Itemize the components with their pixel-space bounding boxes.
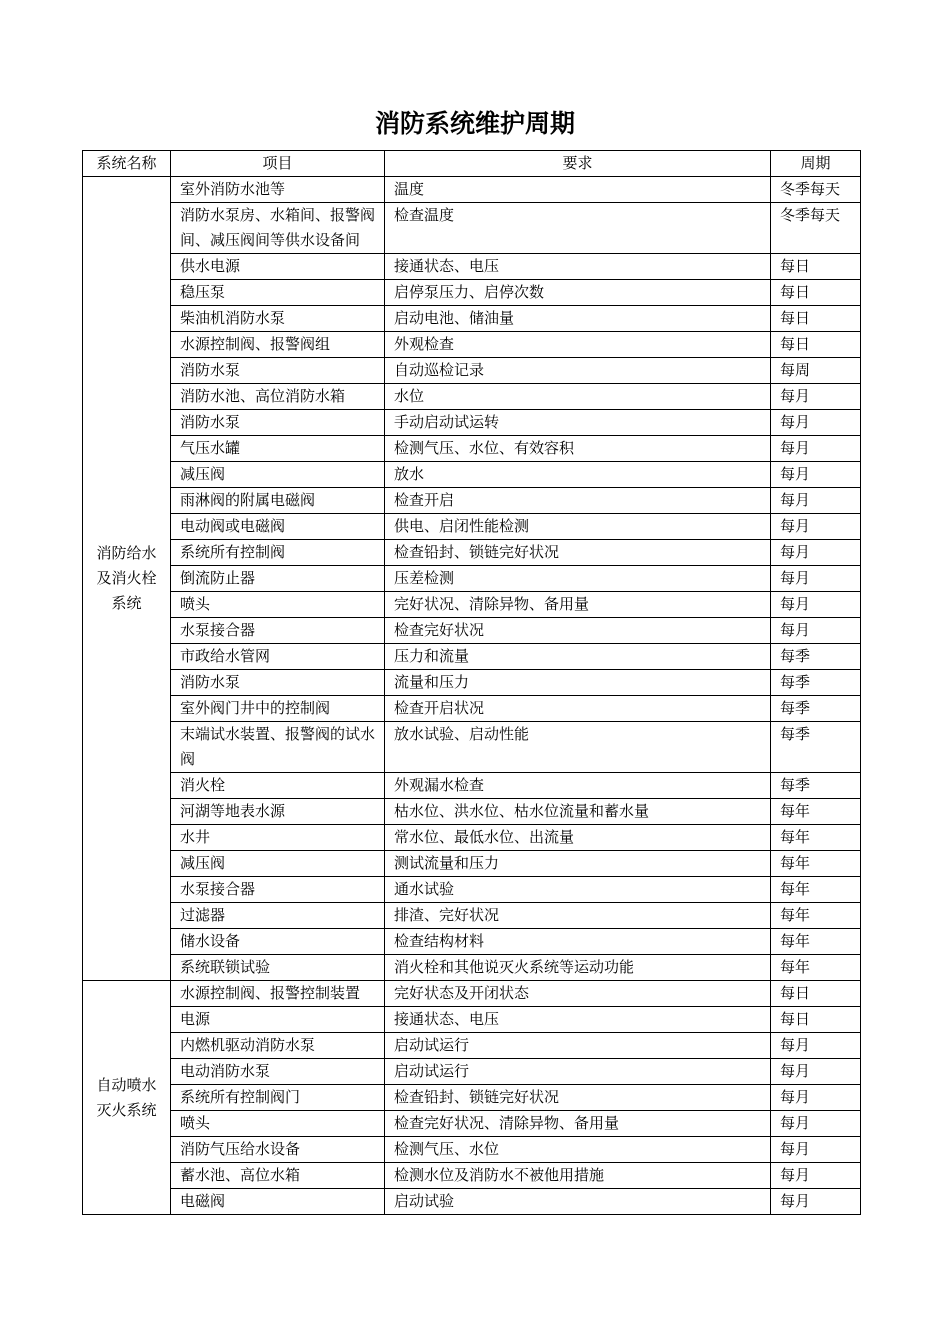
table-row (83, 1111, 861, 1137)
item-cell: 水井 (171, 825, 385, 851)
requirement-cell: 启动电池、储油量 (385, 306, 771, 332)
system-name-line: 消防给水 (96, 544, 157, 562)
item-cell: 倒流防止器 (171, 566, 385, 592)
system-name-line: 系统 (111, 594, 142, 612)
item-cell: 蓄水池、高位水箱 (171, 1163, 385, 1189)
item-cell: 水源控制阀、报警阀组 (171, 332, 385, 358)
system-name-line: 及消火栓 (96, 569, 157, 587)
period-cell: 每季 (771, 722, 861, 773)
requirement-cell: 接通状态、电压 (385, 1007, 771, 1033)
requirement-cell: 检测水位及消防水不被他用措施 (385, 1163, 771, 1189)
table-row (83, 773, 861, 799)
item-cell: 河湖等地表水源 (171, 799, 385, 825)
period-cell: 每月 (771, 1059, 861, 1085)
table-row (83, 1085, 861, 1111)
period-cell: 每日 (771, 332, 861, 358)
requirement-cell: 消火栓和其他说灭火系统等运动功能 (385, 955, 771, 981)
requirement-cell: 启停泵压力、启停次数 (385, 280, 771, 306)
table-row (83, 799, 861, 825)
header-period: 周期 (771, 151, 861, 177)
period-cell: 每年 (771, 851, 861, 877)
table-row (83, 177, 861, 203)
period-cell: 冬季每天 (771, 177, 861, 203)
item-cell: 柴油机消防水泵 (171, 306, 385, 332)
requirement-cell: 完好状态及开闭状态 (385, 981, 771, 1007)
period-cell: 每月 (771, 1085, 861, 1111)
item-cell: 稳压泵 (171, 280, 385, 306)
requirement-cell: 手动启动试运转 (385, 410, 771, 436)
period-cell: 每月 (771, 618, 861, 644)
period-cell: 每年 (771, 955, 861, 981)
period-cell: 每月 (771, 462, 861, 488)
period-cell: 每日 (771, 981, 861, 1007)
period-cell: 每日 (771, 1007, 861, 1033)
period-cell: 每季 (771, 644, 861, 670)
table-row (83, 280, 861, 306)
table-row (83, 410, 861, 436)
period-cell: 每月 (771, 1111, 861, 1137)
requirement-cell: 启动试运行 (385, 1033, 771, 1059)
item-cell: 电动阀或电磁阀 (171, 514, 385, 540)
requirement-cell: 启动试运行 (385, 1059, 771, 1085)
maintenance-table (82, 150, 861, 1215)
requirement-cell: 检查开启状况 (385, 696, 771, 722)
period-cell: 每月 (771, 384, 861, 410)
requirement-cell: 外观漏水检查 (385, 773, 771, 799)
requirement-cell: 通水试验 (385, 877, 771, 903)
table-row (83, 566, 861, 592)
system-name-line: 灭火系统 (96, 1100, 157, 1119)
requirement-cell: 常水位、最低水位、出流量 (385, 825, 771, 851)
period-cell: 每季 (771, 773, 861, 799)
item-cell: 喷头 (171, 1111, 385, 1137)
requirement-cell: 压差检测 (385, 566, 771, 592)
table-row (83, 851, 861, 877)
table-row (83, 1163, 861, 1189)
requirement-cell: 枯水位、洪水位、枯水位流量和蓄水量 (385, 799, 771, 825)
item-cell: 减压阀 (171, 462, 385, 488)
requirement-cell: 检查铅封、锁链完好状况 (385, 540, 771, 566)
table-row (83, 722, 861, 773)
table-row (83, 1059, 861, 1085)
item-cell: 电动消防水泵 (171, 1059, 385, 1085)
table-row (83, 955, 861, 981)
item-cell: 消防气压给水设备 (171, 1137, 385, 1163)
period-cell: 每季 (771, 696, 861, 722)
table-body (83, 177, 861, 1215)
table-row (83, 825, 861, 851)
requirement-cell: 检查完好状况、清除异物、备用量 (385, 1111, 771, 1137)
table-row (83, 384, 861, 410)
period-cell: 每月 (771, 1137, 861, 1163)
requirement-cell: 检查结构材料 (385, 929, 771, 955)
table-row (83, 254, 861, 280)
item-cell: 水源控制阀、报警控制装置 (171, 981, 385, 1007)
header-system: 系统名称 (83, 151, 171, 177)
table-row (83, 670, 861, 696)
period-cell: 每周 (771, 358, 861, 384)
period-cell: 每月 (771, 592, 861, 618)
requirement-cell: 检查完好状况 (385, 618, 771, 644)
period-cell: 每年 (771, 929, 861, 955)
period-cell: 每月 (771, 1189, 861, 1215)
item-cell: 雨淋阀的附属电磁阀 (171, 488, 385, 514)
period-cell: 每年 (771, 799, 861, 825)
period-cell: 每月 (771, 514, 861, 540)
table-header-row (83, 151, 861, 177)
item-cell: 消防水泵 (171, 670, 385, 696)
system-name-cell (83, 177, 171, 981)
requirement-cell: 检测气压、水位 (385, 1137, 771, 1163)
table-row (83, 1033, 861, 1059)
period-cell: 每年 (771, 825, 861, 851)
requirement-cell: 水位 (385, 384, 771, 410)
requirement-cell: 接通状态、电压 (385, 254, 771, 280)
document-title: 消防系统维护周期 (374, 109, 575, 138)
table-row (83, 462, 861, 488)
requirement-cell: 流量和压力 (385, 670, 771, 696)
item-cell: 电源 (171, 1007, 385, 1033)
table-row (83, 618, 861, 644)
table-row (83, 540, 861, 566)
table-row (83, 929, 861, 955)
item-cell: 消防水泵 (171, 358, 385, 384)
header-requirement: 要求 (385, 151, 771, 177)
table-row (83, 1137, 861, 1163)
period-cell: 每年 (771, 877, 861, 903)
requirement-cell: 温度 (385, 177, 771, 203)
item-cell: 储水设备 (171, 929, 385, 955)
requirement-cell: 测试流量和压力 (385, 851, 771, 877)
table-row (83, 592, 861, 618)
table-row (83, 514, 861, 540)
item-cell: 室外消防水池等 (171, 177, 385, 203)
requirement-cell: 排渣、完好状况 (385, 903, 771, 929)
requirement-cell: 放水试验、启动性能 (385, 722, 771, 773)
requirement-cell: 放水 (385, 462, 771, 488)
system-name-cell (83, 981, 171, 1215)
item-cell: 电磁阀 (171, 1189, 385, 1215)
period-cell: 每年 (771, 903, 861, 929)
requirement-cell: 外观检查 (385, 332, 771, 358)
period-cell: 每季 (771, 670, 861, 696)
item-cell: 消防水泵房、水箱间、报警阀间、减压阀间等供水设备间 (171, 203, 385, 254)
table-row (83, 358, 861, 384)
requirement-cell: 完好状况、清除异物、备用量 (385, 592, 771, 618)
system-name-line: 自动喷水 (96, 1075, 157, 1094)
item-cell: 消火栓 (171, 773, 385, 799)
header-item: 项目 (171, 151, 385, 177)
period-cell: 每月 (771, 540, 861, 566)
item-cell: 水泵接合器 (171, 618, 385, 644)
requirement-cell: 检查开启 (385, 488, 771, 514)
table-row (83, 696, 861, 722)
period-cell: 每月 (771, 488, 861, 514)
item-cell: 减压阀 (171, 851, 385, 877)
table-row (83, 306, 861, 332)
requirement-cell: 检测气压、水位、有效容积 (385, 436, 771, 462)
period-cell: 每日 (771, 306, 861, 332)
item-cell: 供水电源 (171, 254, 385, 280)
table-row (83, 1189, 861, 1215)
item-cell: 内燃机驱动消防水泵 (171, 1033, 385, 1059)
requirement-cell: 供电、启闭性能检测 (385, 514, 771, 540)
item-cell: 系统联锁试验 (171, 955, 385, 981)
item-cell: 水泵接合器 (171, 877, 385, 903)
period-cell: 冬季每天 (771, 203, 861, 254)
table-row (83, 332, 861, 358)
period-cell: 每月 (771, 436, 861, 462)
requirement-cell: 检查温度 (385, 203, 771, 254)
period-cell: 每月 (771, 1033, 861, 1059)
item-cell: 消防水泵 (171, 410, 385, 436)
requirement-cell: 启动试验 (385, 1189, 771, 1215)
item-cell: 室外阀门井中的控制阀 (171, 696, 385, 722)
table-row (83, 877, 861, 903)
item-cell: 过滤器 (171, 903, 385, 929)
period-cell: 每日 (771, 254, 861, 280)
table-row (83, 981, 861, 1007)
period-cell: 每月 (771, 566, 861, 592)
period-cell: 每月 (771, 1163, 861, 1189)
item-cell: 市政给水管网 (171, 644, 385, 670)
table-row (83, 644, 861, 670)
table-row (83, 488, 861, 514)
table-row (83, 903, 861, 929)
requirement-cell: 压力和流量 (385, 644, 771, 670)
item-cell: 末端试水装置、报警阀的试水阀 (171, 722, 385, 773)
period-cell: 每月 (771, 410, 861, 436)
table-row (83, 436, 861, 462)
item-cell: 系统所有控制阀门 (171, 1085, 385, 1111)
requirement-cell: 检查铅封、锁链完好状况 (385, 1085, 771, 1111)
period-cell: 每日 (771, 280, 861, 306)
table-row (83, 203, 861, 254)
item-cell: 系统所有控制阀 (171, 540, 385, 566)
item-cell: 消防水池、高位消防水箱 (171, 384, 385, 410)
item-cell: 气压水罐 (171, 436, 385, 462)
table-row (83, 1007, 861, 1033)
requirement-cell: 自动巡检记录 (385, 358, 771, 384)
item-cell: 喷头 (171, 592, 385, 618)
